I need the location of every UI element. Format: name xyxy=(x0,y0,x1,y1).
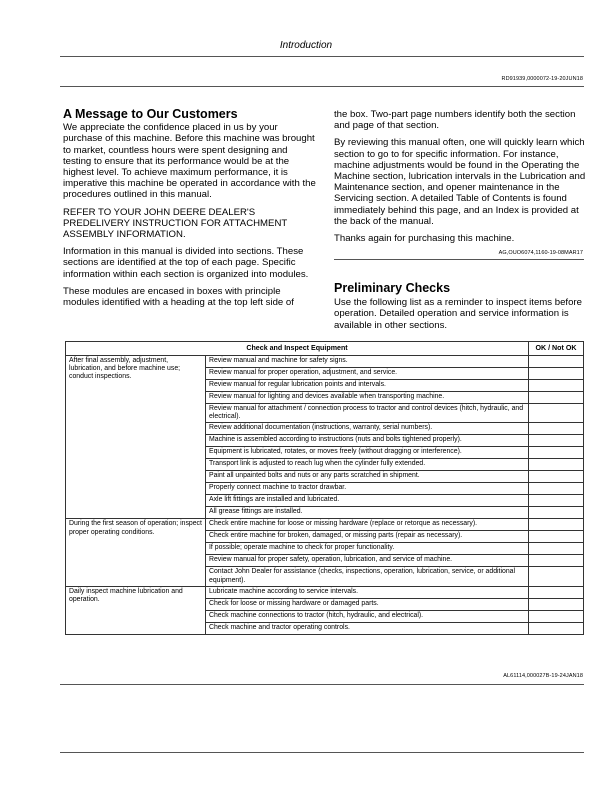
message-paragraph: the box. Two-part page numbers identify both the section and page of that section. xyxy=(334,109,576,132)
ok-status-cell[interactable] xyxy=(529,483,584,495)
table-row xyxy=(66,356,584,368)
inspection-item-cell: Check machine connections to tractor (hitch, hydraulic, and electrical). xyxy=(206,610,529,622)
ok-status-cell[interactable] xyxy=(529,392,584,404)
right-column xyxy=(334,109,587,250)
ok-status-cell[interactable] xyxy=(529,435,584,447)
header-rule xyxy=(60,56,584,57)
module-rule xyxy=(334,259,584,260)
inspection-item-cell: Review additional documentation (instructions, warranty, serial numbers). xyxy=(206,423,529,435)
ok-status-cell[interactable] xyxy=(529,519,584,531)
ok-status-cell[interactable] xyxy=(529,404,584,423)
checks-intro: Use the following list as a reminder to inspect items before operation. Detailed operation and service information is available in other sections. xyxy=(334,297,582,331)
ok-status-cell[interactable] xyxy=(529,610,584,622)
inspection-item-cell: Check entire machine for loose or missing hardware (replace or retorque as necessary). xyxy=(206,519,529,531)
inspection-item-cell: Review manual for proper safety, operation, lubrication, and service of machine. xyxy=(206,555,529,567)
inspection-item-cell: Review manual for attachment / connection process to tractor and control devices (hitch, hydraulic, and electrical). xyxy=(206,404,529,423)
checks-heading: Preliminary Checks xyxy=(334,281,451,295)
inspection-item-cell: Lubricate machine according to service intervals. xyxy=(206,586,529,598)
inspection-item-cell: Paint all unpainted bolts and nuts or any parts scratched in shipment. xyxy=(206,471,529,483)
message-paragraph: These modules are encased in boxes with principle modules identified with a heading at the top left side of xyxy=(63,285,294,309)
section-title: Introduction xyxy=(279,40,333,51)
left-column xyxy=(63,109,316,314)
inspection-item-cell: All grease fittings are installed. xyxy=(206,507,529,519)
ok-status-cell[interactable] xyxy=(529,622,584,634)
ok-status-cell[interactable] xyxy=(529,586,584,598)
table-header-row xyxy=(66,342,584,356)
ok-status-cell[interactable] xyxy=(529,368,584,380)
message-paragraph: Information in this manual is divided into sections. These sections are identified at the top of each page. Specific information within each section is organized into modules. xyxy=(63,246,309,280)
inspection-item-cell: Review manual for lighting and devices available when transporting machine. xyxy=(206,392,529,404)
inspection-item-cell: Review manual for regular lubrication points and intervals. xyxy=(206,380,529,392)
column-header: Check and Inspect Equipment xyxy=(66,342,529,356)
ok-status-cell[interactable] xyxy=(529,531,584,543)
ok-status-cell[interactable] xyxy=(529,447,584,459)
ok-status-cell[interactable] xyxy=(529,423,584,435)
inspection-timing-cell: After final assembly, adjustment, lubrication, and before machine use; conduct inspections. xyxy=(66,356,206,519)
ok-status-cell[interactable] xyxy=(529,507,584,519)
ok-status-cell[interactable] xyxy=(529,471,584,483)
inspection-item-cell: Machine is assembled according to instructions (nuts and bolts tightened properly). xyxy=(206,435,529,447)
message-paragraph: We appreciate the confidence placed in us by your purchase of this machine. Before this machine was brought to market, countless hours were spent designing and testing to ensure that its performance would be at the highest level. To achieve maximum performance, it is imperative this machine be operated in accordance with the procedures outlined in this manual. xyxy=(63,122,316,201)
message-heading: A Message to Our Customers xyxy=(63,107,238,121)
inspection-timing-cell: During the first season of operation; inspect proper operating conditions. xyxy=(66,519,206,586)
inspection-timing-cell: Daily inspect machine lubrication and operation. xyxy=(66,586,206,634)
module-reference: AL61114,000027B-19-24JAN18 xyxy=(503,673,583,679)
inspection-item-cell: Properly connect machine to tractor drawbar. xyxy=(206,483,529,495)
checks-intro-block xyxy=(334,283,587,337)
ok-status-cell[interactable] xyxy=(529,356,584,368)
preliminary-checks-table xyxy=(65,341,584,635)
inspection-item-cell: Transport link is adjusted to reach lug when the cylinder fully extended. xyxy=(206,459,529,471)
ok-status-cell[interactable] xyxy=(529,495,584,507)
module-reference: RD91939,0000072-19-20JUN18 xyxy=(501,76,583,82)
table-row xyxy=(66,519,584,531)
inspection-item-cell: Review manual and machine for safety signs. xyxy=(206,356,529,368)
message-paragraph: Thanks again for purchasing this machine. xyxy=(334,233,515,245)
inspection-item-cell: If possible; operate machine to check for proper functionality. xyxy=(206,543,529,555)
column-header: OK / Not OK xyxy=(529,342,584,356)
ok-status-cell[interactable] xyxy=(529,567,584,586)
table-row xyxy=(66,586,584,598)
inspection-item-cell: Contact John Dealer for assistance (checks, inspections, operation, lubrication, service, or additional equipment). xyxy=(206,567,529,586)
message-paragraph: REFER TO YOUR JOHN DEERE DEALER'S PREDELIVERY INSTRUCTION FOR ATTACHMENT ASSEMBLY INFORMATION. xyxy=(63,206,288,241)
inspection-item-cell: Equipment is lubricated, rotates, or moves freely (without dragging or interference). xyxy=(206,447,529,459)
inspection-item-cell: Check machine and tractor operating controls. xyxy=(206,622,529,634)
ok-status-cell[interactable] xyxy=(529,555,584,567)
inspection-item-cell: Check entire machine for broken, damaged, or missing parts (repair as necessary). xyxy=(206,531,529,543)
inspection-item-cell: Check for loose or missing hardware or damaged parts. xyxy=(206,598,529,610)
ok-status-cell[interactable] xyxy=(529,543,584,555)
ok-status-cell[interactable] xyxy=(529,380,584,392)
ok-status-cell[interactable] xyxy=(529,598,584,610)
module-reference: AG,OUO6074,1160-19-08MAR17 xyxy=(498,250,583,256)
message-paragraph: By reviewing this manual often, one will quickly learn which section to go to for specific information. For instance, machine adjustments would be found in the Operating the Machine section, lubrication intervals in the Lubrication and Maintenance section, and opener maintenance in the Servicing section. A detailed Table of Contents is found immediately behind this page, and an Index is provided at the back of the manual. xyxy=(334,137,586,227)
module-rule xyxy=(60,86,584,87)
inspection-item-cell: Axle lift fittings are installed and lubricated. xyxy=(206,495,529,507)
inspection-item-cell: Review manual for proper operation, adjustment, and service. xyxy=(206,368,529,380)
ok-status-cell[interactable] xyxy=(529,459,584,471)
module-rule xyxy=(60,684,584,685)
footer-rule xyxy=(60,752,584,753)
